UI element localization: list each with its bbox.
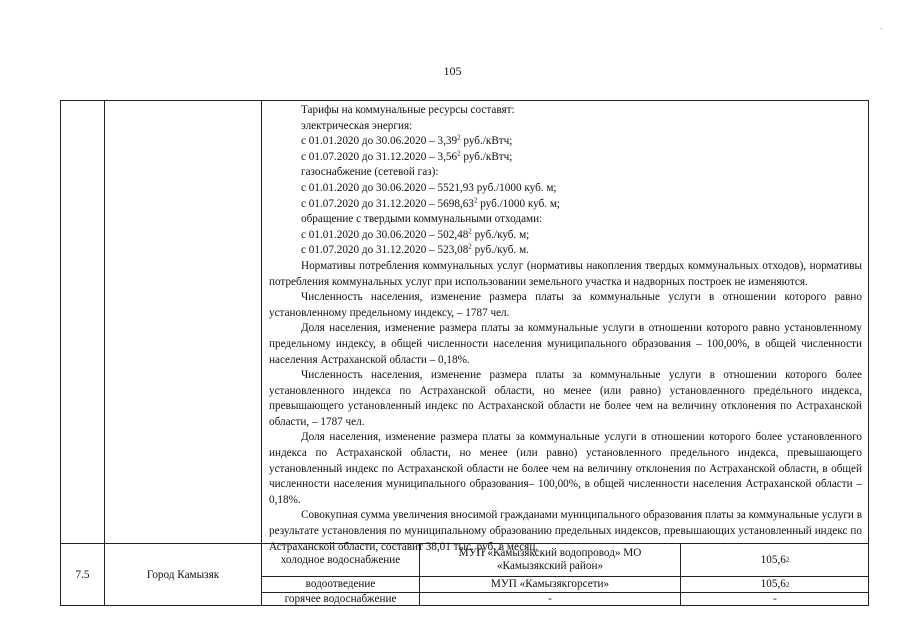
waste-tariff-1: с 01.01.2020 до 30.06.2020 – 502,48$^2$ руб./куб. м; xyxy=(301,227,530,241)
paragraph-share-above: Доля населения, изменение размера платы за коммунальные услуги в отношении которого более установленного индекса по Астраханской области, но менее (или равно) установленного предельного индекса, превышающего установленный индекс по Астраханской области не более чем на величину отклонения по Астраханской области, в общей численности населения муниципального образования– 100,00%, в общей численности населения Астраханской области – 0,18%. xyxy=(269,431,862,506)
gas-tariff-2: с 01.07.2020 до 31.12.2020 – 5698,63$^2$ руб./1000 куб. м; xyxy=(301,195,561,210)
column-divider-number xyxy=(104,101,105,605)
page-number: 105 xyxy=(443,64,462,78)
electricity-tariff-2: с 01.07.2020 до 31.12.2020 – 3,56$^2$ руб./кВтч; xyxy=(301,149,513,163)
service-cold-water: холодное водоснабжение xyxy=(280,553,401,566)
row-number: 7.5 xyxy=(75,568,90,581)
scan-mark: . xyxy=(880,22,882,31)
index-cold-water: 105,6 2 xyxy=(760,553,790,566)
column-divider-name xyxy=(261,101,262,605)
electricity-title: электрическая энергия: xyxy=(301,119,413,132)
provider-hot-water: - xyxy=(548,593,552,605)
tariff-description xyxy=(269,103,862,555)
electricity-tariff-1: с 01.01.2020 до 30.06.2020 – 3,39$^2$ руб./кВтч; xyxy=(301,133,513,148)
gas-tariff-1: с 01.01.2020 до 30.06.2020 – 5521,93 руб./1000 куб. м; xyxy=(301,181,557,194)
service-hot-water: горячее водоснабжение xyxy=(284,593,397,605)
paragraph-total-increase: Совокупная сумма увеличения вносимой гражданами муниципального образования платы за коммунальные услуги в результате установления по муниципальному образованию предельных индексов, превышающих установленный индекс по Астраханской области, составит 38,01 тыс. руб. в месяц. xyxy=(269,509,862,553)
waste-tariff-2: с 01.07.2020 до 31.12.2020 – 523,08$^2$ руб./куб. м. xyxy=(301,242,529,257)
index-hot-water: - xyxy=(773,593,777,605)
document-table xyxy=(60,100,869,606)
paragraph-share-equal: Доля населения, изменение размера платы за коммунальные услуги в отношении которого равно установленному предельному индексу, в общей численности населения муниципального образования – 100,00%, в общей численности населения Астраханской области – 0,18%. xyxy=(269,322,862,366)
gas-title: газоснабжение (сетевой газ): xyxy=(301,166,439,179)
paragraph-norms: Нормативы потребления коммунальных услуг (нормативы накопления твердых коммунальных отходов), нормативы потребления коммунальных услуг при использовании земельного участка и надворных построек не изменяются. xyxy=(269,259,862,288)
provider-cold-water: МУП «Камызякский водопровод» МО «Камызякский район» xyxy=(458,547,642,572)
waste-title: обращение с твердыми коммунальными отходами: xyxy=(301,213,543,226)
service-sewerage: водоотведение xyxy=(305,578,376,590)
municipality-name: Город Камызяк xyxy=(146,568,220,581)
paragraph-population-equal: Численность населения, изменение размера платы за коммунальные услуги в отношении которого равно установленному предельному индексу, – 1787 чел. xyxy=(269,291,862,319)
tariff-intro: Тарифы на коммунальные ресурсы составят: xyxy=(301,104,515,116)
provider-sewerage: МУП «Камызякгорсети» xyxy=(490,578,610,590)
paragraph-population-above: Численность населения, изменение размера платы за коммунальные услуги в отношении которого более установленного индекса по Астраханской области, но менее (или равно) установленного предельного индекса, превышающего установленный индекс по Астраханской области не более чем на величину отклонения по Астраханской области, – 1787 чел. xyxy=(269,369,862,428)
index-sewerage: 105,6 2 xyxy=(760,578,790,590)
